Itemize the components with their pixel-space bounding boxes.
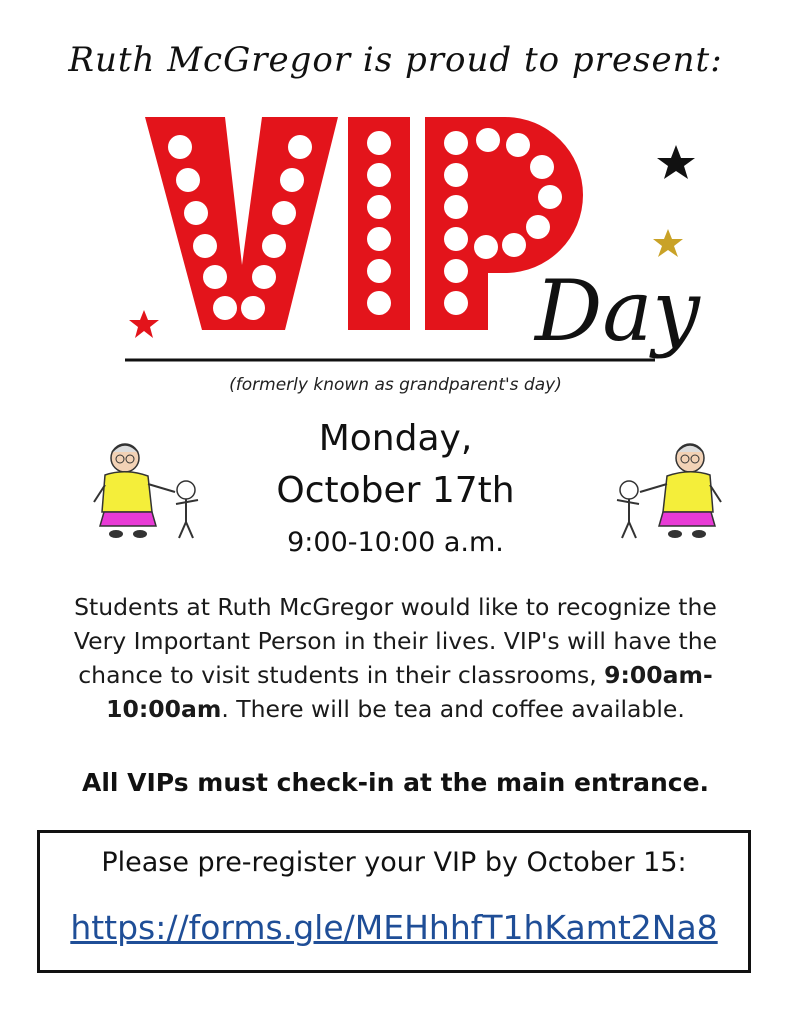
subtitle-formerly: (formerly known as grandparent's day)	[229, 375, 562, 395]
event-description	[60, 590, 731, 726]
vip-day-logo	[110, 105, 710, 405]
black-star-icon	[657, 145, 695, 179]
registration-link[interactable]: https://forms.gle/MEHhhfT1hKamt2Na8	[70, 908, 718, 947]
grandmother-child-clipart-left	[90, 440, 220, 550]
event-date: October 17th	[276, 470, 515, 511]
day-word: Day	[535, 262, 700, 360]
red-star-icon	[129, 310, 159, 338]
event-time: 9:00-10:00 a.m.	[287, 527, 504, 558]
description-time: 9:00am-10:00am	[106, 661, 713, 723]
registration-prompt: Please pre-register your VIP by October 15:	[101, 847, 687, 878]
gold-star-icon	[653, 229, 683, 257]
registration-box	[37, 830, 751, 973]
checkin-notice: All VIPs must check-in at the main entrance.	[81, 768, 710, 797]
grandmother-child-clipart-right	[595, 440, 725, 550]
description-text-2: . There will be tea and coffee available.	[221, 695, 685, 723]
event-day: Monday,	[318, 418, 473, 459]
description-text-1: Students at Ruth McGregor would like to recognize the Very Important Person in their lives. VIP's will have the chance to visit students in their classrooms,	[73, 593, 718, 689]
presenter-headline: Ruth McGregor is proud to present:	[68, 40, 723, 80]
